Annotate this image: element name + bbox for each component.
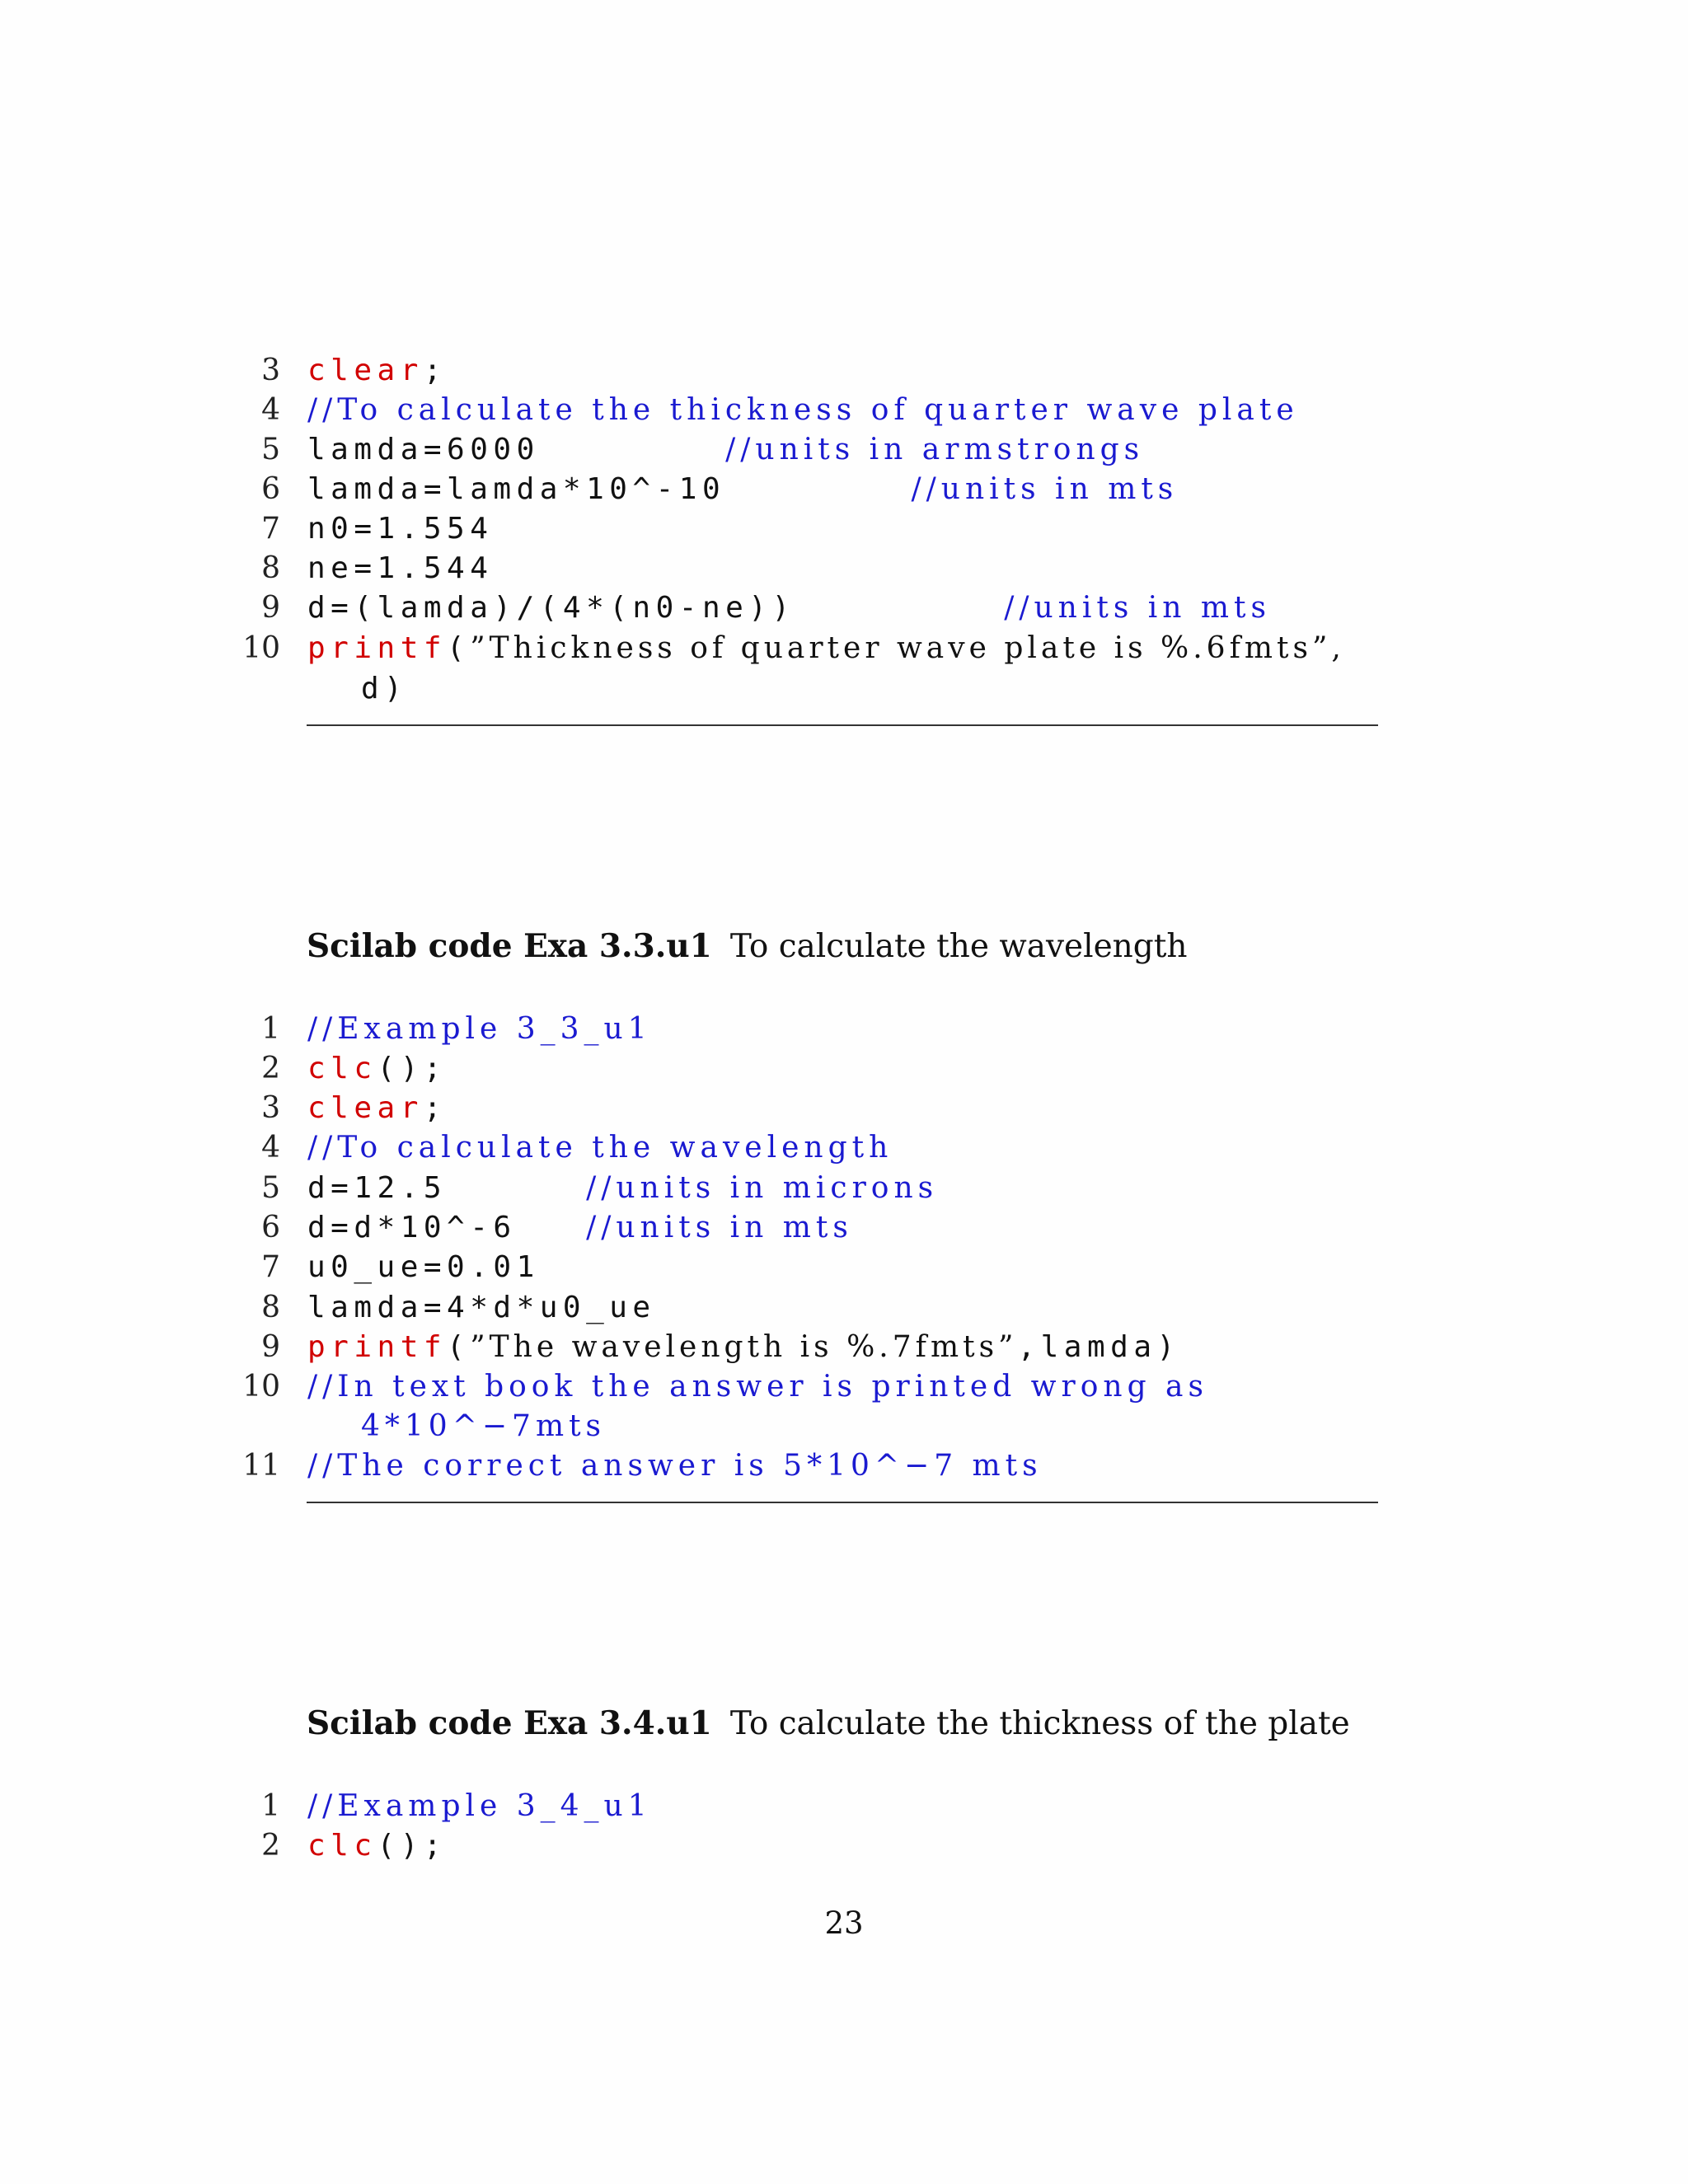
code-text [307, 1010, 652, 1049]
code-continuation-text: 4*10^−7mts [361, 1409, 607, 1443]
line-number: 7 [261, 512, 280, 546]
code-token: ne=1.544 [307, 551, 494, 585]
code-comment: //Example 3_4_u1 [307, 1789, 652, 1823]
code-text [307, 1089, 447, 1128]
code-text [307, 549, 493, 588]
code-text [307, 1446, 1043, 1486]
code-bottom-rule [307, 1502, 1378, 1503]
code-bottom-rule [307, 724, 1378, 726]
line-number: 10 [242, 1370, 280, 1404]
caption-label: Scilab code Exa 3.3.u1 [307, 927, 712, 965]
code-comment: //units in mts [1004, 591, 1271, 625]
code-text [307, 1328, 1180, 1367]
caption-description: To calculate the thickness of the plate [729, 1705, 1350, 1742]
line-number: 3 [261, 1091, 280, 1125]
code-keyword: clc [307, 1052, 377, 1085]
code-token: d=d*10^-6 [307, 1211, 587, 1244]
code-token: lamda=lamda*10^-10 [307, 472, 912, 506]
page-number: 23 [824, 1905, 864, 1941]
code-text [307, 1826, 447, 1866]
code-token: (); [377, 1052, 448, 1085]
code-token: u0_ue=0.01 [307, 1250, 540, 1284]
line-number: 3 [261, 354, 280, 387]
code-token: n0=1.554 [307, 512, 494, 546]
code-string: ”Thickness of quarter wave plate is %.6fmts”, [470, 631, 1345, 665]
code-text [307, 1288, 656, 1328]
code-text [307, 1049, 447, 1089]
caption-description: To calculate the wavelength [729, 928, 1188, 965]
caption-label: Scilab code Exa 3.4.u1 [307, 1704, 712, 1742]
code-keyword: printf [307, 1330, 448, 1364]
line-number: 7 [261, 1250, 280, 1284]
code-comment: //In text book the answer is printed wrong as [307, 1370, 1208, 1404]
code-comment: //The correct answer is 5*10^−7 mts [307, 1449, 1043, 1483]
code-keyword: clc [307, 1829, 377, 1863]
code-text [307, 509, 493, 549]
code-token: ,lamda) [1017, 1330, 1180, 1364]
code-text [307, 1169, 938, 1208]
code-string: ”The wavelength is %.7fmts” [470, 1330, 1018, 1364]
code-token: ( [447, 631, 471, 665]
line-number: 5 [261, 1171, 280, 1205]
code-text [307, 351, 447, 391]
code-caption-exa-3-3-u1 [307, 926, 1188, 968]
code-token: (); [377, 1829, 448, 1863]
code-comment: //units in armstrongs [725, 433, 1145, 466]
code-comment: //Example 3_3_u1 [307, 1012, 652, 1046]
code-keyword: clear [307, 354, 424, 387]
code-token: d=12.5 [307, 1171, 587, 1205]
code-comment: //To calculate the wavelength [307, 1131, 893, 1165]
code-token: lamda=4*d*u0_ue [307, 1291, 656, 1324]
line-number: 1 [261, 1789, 280, 1823]
line-number: 1 [261, 1012, 280, 1046]
code-text [307, 470, 1178, 509]
code-comment: //To calculate the thickness of quarter wave plate [307, 393, 1299, 427]
code-token: ; [423, 354, 448, 387]
line-number: 9 [261, 591, 280, 625]
line-number: 2 [261, 1052, 280, 1085]
code-keyword: printf [307, 631, 448, 665]
line-number: 6 [261, 472, 280, 506]
code-token: ( [447, 1330, 471, 1364]
line-number: 8 [261, 1291, 280, 1324]
code-text [307, 588, 1271, 628]
code-text [307, 1787, 652, 1826]
code-text [307, 1208, 853, 1248]
code-comment: //units in mts [586, 1211, 853, 1244]
code-comment: //units in mts [911, 472, 1179, 506]
code-text [307, 629, 1345, 668]
line-number: 5 [261, 433, 280, 466]
code-text [307, 1367, 1208, 1407]
line-number: 8 [261, 551, 280, 585]
code-token: ; [423, 1091, 448, 1125]
code-caption-exa-3-4-u1 [307, 1703, 1350, 1745]
code-token: lamda=6000 [307, 433, 726, 466]
code-text [307, 430, 1144, 470]
code-token: d=(lamda)/(4*(n0-ne)) [307, 591, 1005, 625]
code-comment: //units in microns [586, 1171, 939, 1205]
line-number: 2 [261, 1829, 280, 1863]
line-number: 9 [261, 1330, 280, 1364]
line-number: 4 [261, 1131, 280, 1165]
code-text [307, 391, 1299, 430]
code-keyword: clear [307, 1091, 424, 1125]
line-number: 6 [261, 1211, 280, 1244]
code-continuation-text: d) [361, 672, 408, 705]
code-text [307, 1128, 893, 1168]
code-text [307, 1248, 540, 1287]
line-number: 10 [242, 631, 280, 665]
line-number: 11 [242, 1449, 280, 1483]
line-number: 4 [261, 393, 280, 427]
